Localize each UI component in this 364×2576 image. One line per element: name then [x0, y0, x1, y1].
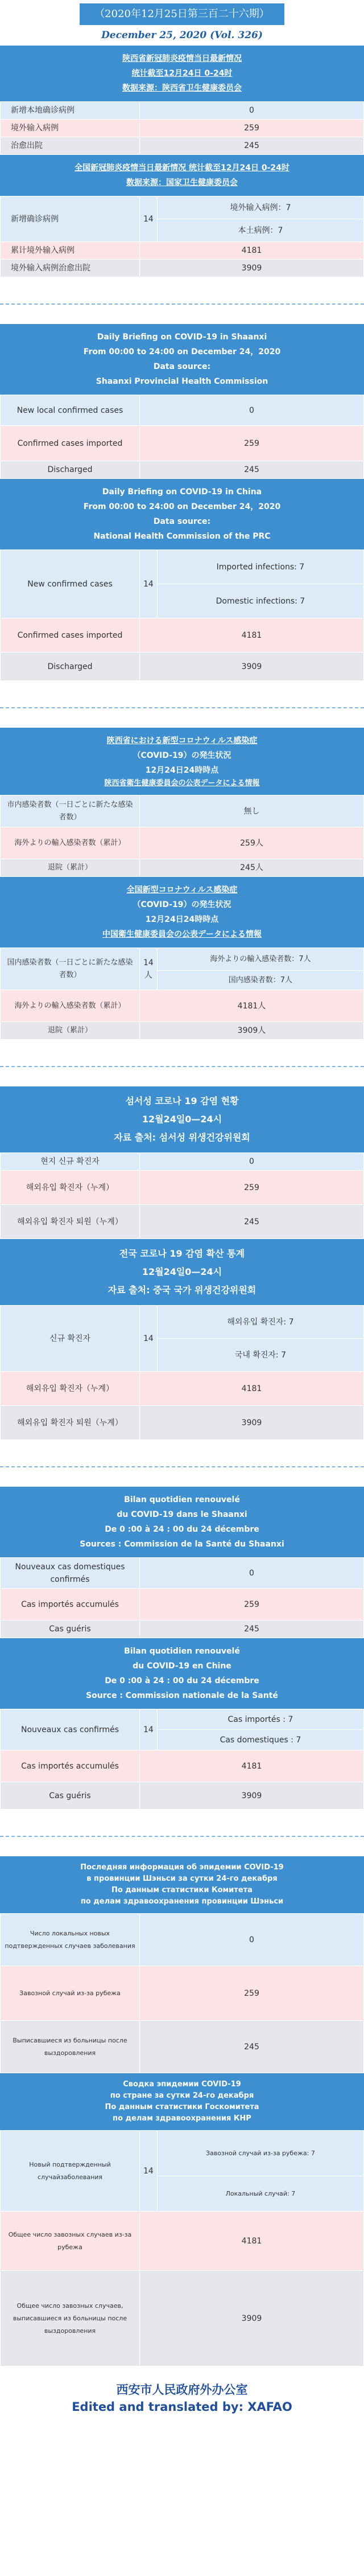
section-chinese: [0, 46, 364, 277]
national-table-en: [0, 549, 364, 681]
table-row: 治愈出院 245: [1, 137, 364, 155]
table-row: 현지 신규 확진자 0: [1, 1153, 364, 1171]
table-row: Завозной случай из-за рубежа 259: [1, 1966, 364, 2021]
national-table-kr: [0, 1305, 364, 1440]
footer-credits: [0, 2381, 364, 2425]
section-divider: [0, 1836, 364, 1837]
national-table-fr: [0, 1709, 364, 1810]
table-row: 국내 확진자: 7: [1, 1339, 364, 1372]
table-row: Выписавшиеся из больницы после выздоровления 245: [1, 2021, 364, 2073]
section-russian: [0, 1856, 364, 2366]
national-header-ru: Сводка эпидемии COVID-19 по стране за сутки 24-го декабря По данным статистики Госкомитета по делам здравоохранения КНР: [0, 2073, 364, 2130]
table-row: Nouveaux cas confirmés 14 Cas importés : 7: [1, 1709, 364, 1730]
table-row: Cas guéris 245: [1, 1621, 364, 1638]
table-row: 国内感染者数：7人: [1, 971, 364, 990]
shaanxi-header-en: Daily Briefing on COVID-19 in Shaanxi From 00:00 to 24:00 on December 24，2020 Data source: Shaanxi Provincial Health Commission: [0, 324, 364, 395]
table-row: 本土病例：7: [1, 219, 364, 242]
table-row: 退院（累計） 3909人: [1, 1022, 364, 1040]
table-row: 退院（累計） 245人: [1, 859, 364, 877]
national-header-cn: 全国新冠肺炎疫情当日最新情况 统计截至12月24日 0-24时 数据来源：国家卫生健康委员会: [0, 155, 364, 196]
shaanxi-table-ru: [0, 1913, 364, 2073]
table-row: New confirmed cases 14 Imported infections: 7: [1, 550, 364, 584]
table-row: Confirmed cases imported 4181: [1, 618, 364, 653]
section-korean: [0, 1086, 364, 1440]
section-english: [0, 324, 364, 681]
table-row: Новый подтвержденный случайзаболевания 14 Завозной случай из-за рубежа: 7: [1, 2131, 364, 2176]
table-row: Domestic infections: 7: [1, 584, 364, 618]
table-row: 신규 확진자 14 해외유입 확진자: 7: [1, 1306, 364, 1339]
table-row: Общее число завозных случаев, выписавшиеся из больницы после выздоровления 3909: [1, 2271, 364, 2366]
section-french: [0, 1487, 364, 1810]
table-row: Confirmed cases imported 259: [1, 426, 364, 461]
table-row: 新增本地确诊病例 0: [1, 102, 364, 120]
table-row: 해외유입 확진자（누계） 259: [1, 1171, 364, 1205]
table-row: 境外输入病例 259: [1, 120, 364, 137]
shaanxi-header-fr: Bilan quotidien renouvelé du COVID-19 dans le Shaanxi De 0 :00 à 24 : 00 du 24 décembre Sources : Commission de la Santé du Shaanxi: [0, 1487, 364, 1557]
table-row: 해외유입 확진자 퇴원（누계） 3909: [1, 1406, 364, 1440]
table-row: Cas domestiques : 7: [1, 1730, 364, 1750]
shaanxi-table-fr: [0, 1557, 364, 1638]
bulletin-page: [0, 3, 364, 2425]
section-divider: [0, 1066, 364, 1067]
section-divider: [0, 707, 364, 708]
table-row: 海外よりの輸入感染者数（累計） 259人: [1, 827, 364, 859]
shaanxi-header-jp: 陝西省における新型コロナウィルス感染症 （COVID-19）の発生状況 12月24日24時時点 陝西省衛生健康委員会の公表データによる情報: [0, 728, 364, 795]
shaanxi-header-kr: 섬서성 코로나 19 감염 현황 12월24일0—24시 자료 출처: 섬서성 위생건강위원회: [0, 1086, 364, 1152]
table-row: Discharged 3909: [1, 653, 364, 681]
table-row: Cas importés accumulés 259: [1, 1589, 364, 1621]
shaanxi-header-ru: Последняя информация об эпидемии COVID-19 в провинции Шэньси за сутки 24-го декабря По данным статистики Комитета по делам здравоохранения провинции Шэньси: [0, 1856, 364, 1913]
table-row: 累计境外输入病例 4181: [1, 242, 364, 260]
shaanxi-table-kr: [0, 1152, 364, 1239]
national-header-jp: 全国新型コロナウィルス感染症 （COVID-19）の発生状況 12月24日24時時点 中国衛生健康委員会の公表データによる情報: [0, 877, 364, 947]
table-row: Cas importés accumulés 4181: [1, 1750, 364, 1782]
footer-office: 西安市人民政府外办公室: [116, 2383, 248, 2397]
table-row: New local confirmed cases 0: [1, 395, 364, 426]
national-table-cn: [0, 196, 364, 277]
shaanxi-table-jp: [0, 795, 364, 877]
table-row: 新增确诊病例 14 境外输入病例：7: [1, 196, 364, 219]
national-table-ru: [0, 2130, 364, 2366]
table-row: Общее число завозных случаев из-за рубежа 4181: [1, 2212, 364, 2271]
table-row: Cas guéris 3909: [1, 1782, 364, 1810]
issue-banner: （2020年12月25日第三百二十六期）: [80, 3, 284, 25]
national-header-kr: 전국 코로나 19 감염 확산 통계 12월24일0—24시 자료 출처: 중국 국가 위생건강위원회: [0, 1239, 364, 1305]
national-header-fr: Bilan quotidien renouvelé du COVID-19 en Chine De 0 :00 à 24 : 00 du 24 décembre Source : Commission nationale de la Santé: [0, 1638, 364, 1709]
section-divider: [0, 1466, 364, 1467]
section-divider: [0, 303, 364, 305]
shaanxi-table-en: [0, 395, 364, 479]
issue-date: December 25, 2020 (Vol. 326): [101, 30, 263, 41]
shaanxi-table-cn: [0, 101, 364, 155]
table-row: 해외유입 확진자 퇴원（누계） 245: [1, 1205, 364, 1239]
footer-editor: Edited and translated by: XAFAO: [72, 2400, 292, 2414]
national-table-jp: [0, 947, 364, 1040]
section-japanese: [0, 728, 364, 1040]
table-row: 海外よりの輸入感染者数（累計） 4181人: [1, 990, 364, 1022]
table-row: Nouveaux cas domestiques confirmés 0: [1, 1558, 364, 1589]
table-row: 市内感染者数（一日ごとに新たな感染者数） 無し: [1, 795, 364, 827]
table-row: 해외유입 확진자（누계） 4181: [1, 1372, 364, 1406]
table-row: Discharged 245: [1, 461, 364, 479]
table-row: 境外输入病例治愈出院 3909: [1, 260, 364, 277]
national-header-en: Daily Briefing on COVID-19 in China From 00:00 to 24:00 on December 24，2020 Data source: National Health Commission of the PRC: [0, 479, 364, 549]
table-row: Локальный случай: 7: [1, 2176, 364, 2212]
table-row: Число локальных новых подтвержденных случаев заболевания 0: [1, 1914, 364, 1966]
shaanxi-header-cn: 陕西省新冠肺炎疫情当日最新情况 统计截至12月24日 0-24时 数据来源：陕西省卫生健康委员会: [0, 46, 364, 101]
table-row: 国内感染者数（一日ごとに新たな感染者数） 14人 海外よりの輸入感染者数：7人: [1, 948, 364, 971]
